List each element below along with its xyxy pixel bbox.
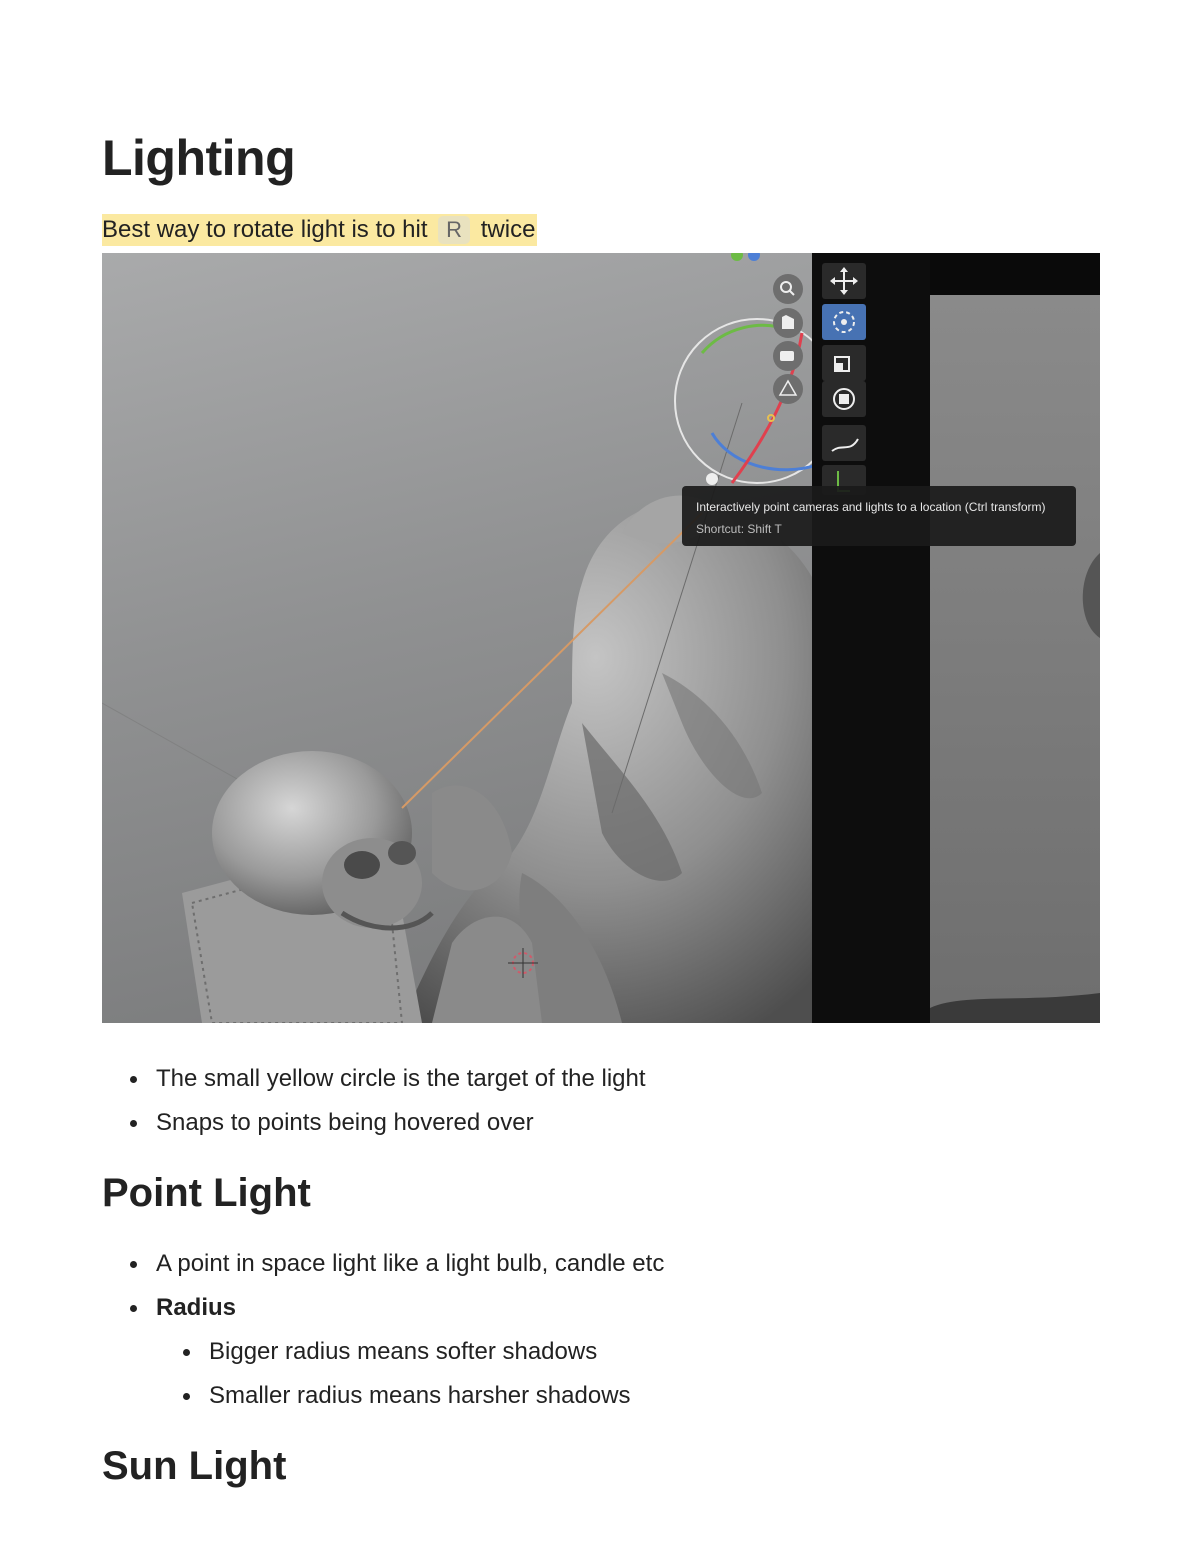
page-title: Lighting	[102, 130, 296, 186]
tool-tooltip	[682, 486, 1076, 546]
blender-viewport-screenshot	[102, 253, 1100, 1023]
sun-light-heading: Sun Light	[102, 1444, 287, 1488]
list-item: Snaps to points being hovered over	[102, 1101, 646, 1145]
keyboard-key-r: R	[438, 216, 470, 244]
tip-text-after: twice	[480, 216, 536, 243]
tooltip-description: Interactively point cameras and lights to a location (Ctrl transform)	[696, 500, 1046, 514]
list-item-radius: Radius	[102, 1286, 664, 1330]
light-target-notes	[102, 1057, 646, 1145]
tip-text-before: Best way to rotate light is to hit	[102, 216, 428, 243]
sub-list-item: Bigger radius means softer shadows	[102, 1330, 664, 1374]
list-item: The small yellow circle is the target of the light	[102, 1057, 646, 1101]
tool-buttons	[822, 263, 866, 495]
list-item: A point in space light like a light bulb, candle etc	[102, 1242, 664, 1286]
side-viewport	[930, 295, 1100, 1023]
highlighted-tip	[102, 214, 537, 246]
tooltip-shortcut: Shortcut: Shift T	[696, 522, 782, 536]
viewport-image	[102, 253, 1100, 1023]
point-light-list	[102, 1242, 664, 1418]
sub-list-item: Smaller radius means harsher shadows	[102, 1374, 664, 1418]
point-light-heading: Point Light	[102, 1171, 311, 1215]
